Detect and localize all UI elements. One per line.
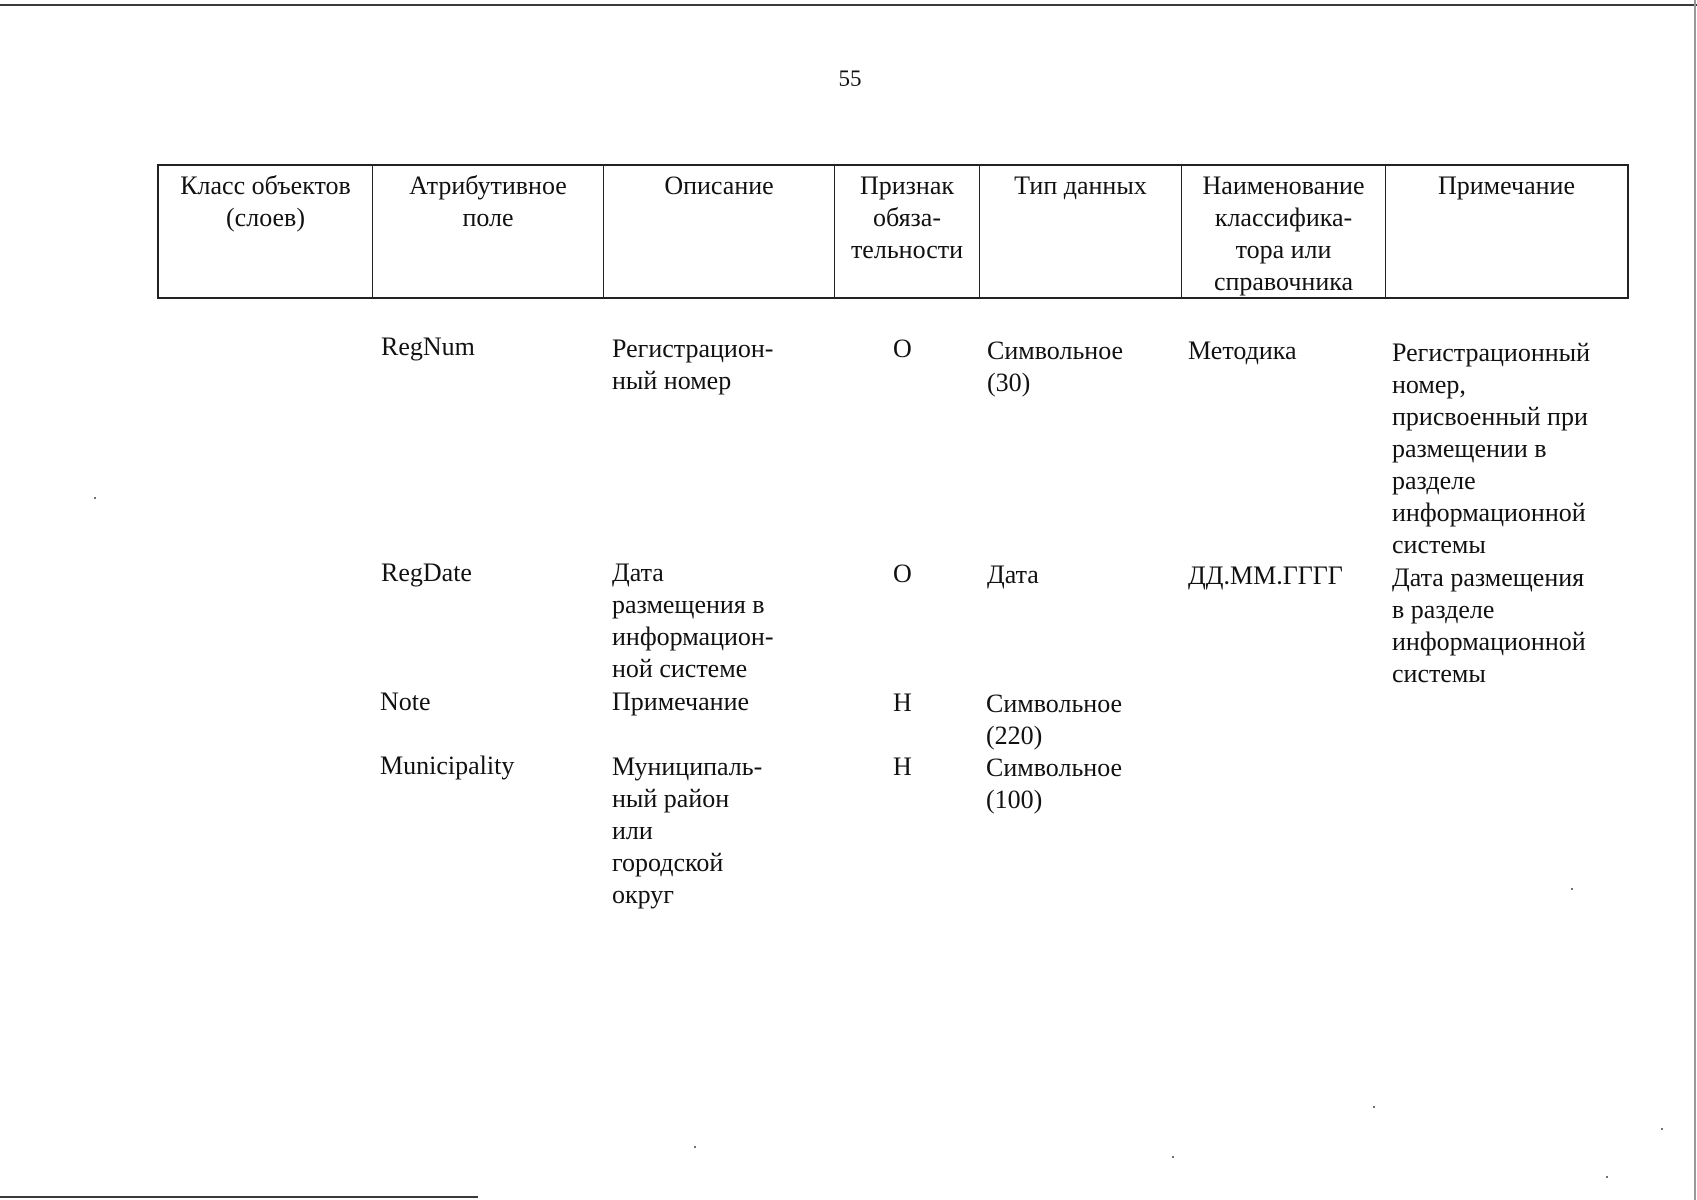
cell-field-regdate: RegDate [381, 558, 472, 587]
scan-speck [1571, 888, 1573, 890]
header-classifier: Наименование классифика- тора или справочника [1182, 166, 1386, 297]
scan-border-bottom [0, 1196, 478, 1198]
header-mandatory: Признак обяза- тельности [835, 166, 980, 297]
cell-description-regdate: Дата размещения в информацион- ной системе [612, 558, 774, 683]
cell-mandatory-note: Н [893, 688, 912, 717]
scan-border-right [1694, 0, 1696, 1200]
cell-mandatory-regdate: О [893, 559, 912, 588]
scan-speck [1606, 1176, 1608, 1178]
cell-classifier-regdate: ДД.ММ.ГГГГ [1188, 561, 1343, 590]
scan-speck [1661, 1128, 1663, 1130]
scan-speck [1373, 1106, 1375, 1108]
table-header [157, 164, 1629, 299]
scan-speck [94, 497, 96, 499]
header-object-class: Класс объектов (слоев) [159, 166, 373, 297]
page-number: 55 [838, 66, 862, 91]
cell-field-note: Note [380, 687, 431, 716]
cell-datatype-municipality: Символьное (100) [986, 753, 1123, 814]
scan-speck [694, 1146, 696, 1148]
scan-speck [1172, 1156, 1174, 1158]
header-description: Описание [604, 166, 835, 297]
scan-border-top [0, 4, 1697, 6]
cell-classifier-regnum: Методика [1188, 336, 1297, 365]
cell-field-municipality: Municipality [380, 751, 515, 780]
cell-datatype-note: Символьное (220) [986, 689, 1123, 750]
cell-field-regnum: RegNum [381, 332, 475, 361]
cell-datatype-regnum: Символьное (30) [987, 336, 1124, 397]
cell-datatype-regdate: Дата [987, 560, 1039, 589]
cell-description-municipality: Муниципаль- ный район или городской округ [612, 752, 763, 909]
cell-description-note: Примечание [612, 687, 750, 716]
header-data-type: Тип данных [980, 166, 1182, 297]
header-attribute-field: Атрибутивное поле [373, 166, 604, 297]
cell-mandatory-regnum: О [893, 334, 912, 363]
cell-note-regnum: Регистрационный номер, присвоенный при размещении в разделе информационной системы [1392, 338, 1591, 559]
cell-description-regnum: Регистрацион- ный номер [612, 334, 774, 395]
cell-note-regdate: Дата размещения в разделе информационной системы [1392, 563, 1586, 688]
cell-mandatory-municipality: Н [893, 752, 912, 781]
header-note: Примечание [1437, 171, 1576, 200]
